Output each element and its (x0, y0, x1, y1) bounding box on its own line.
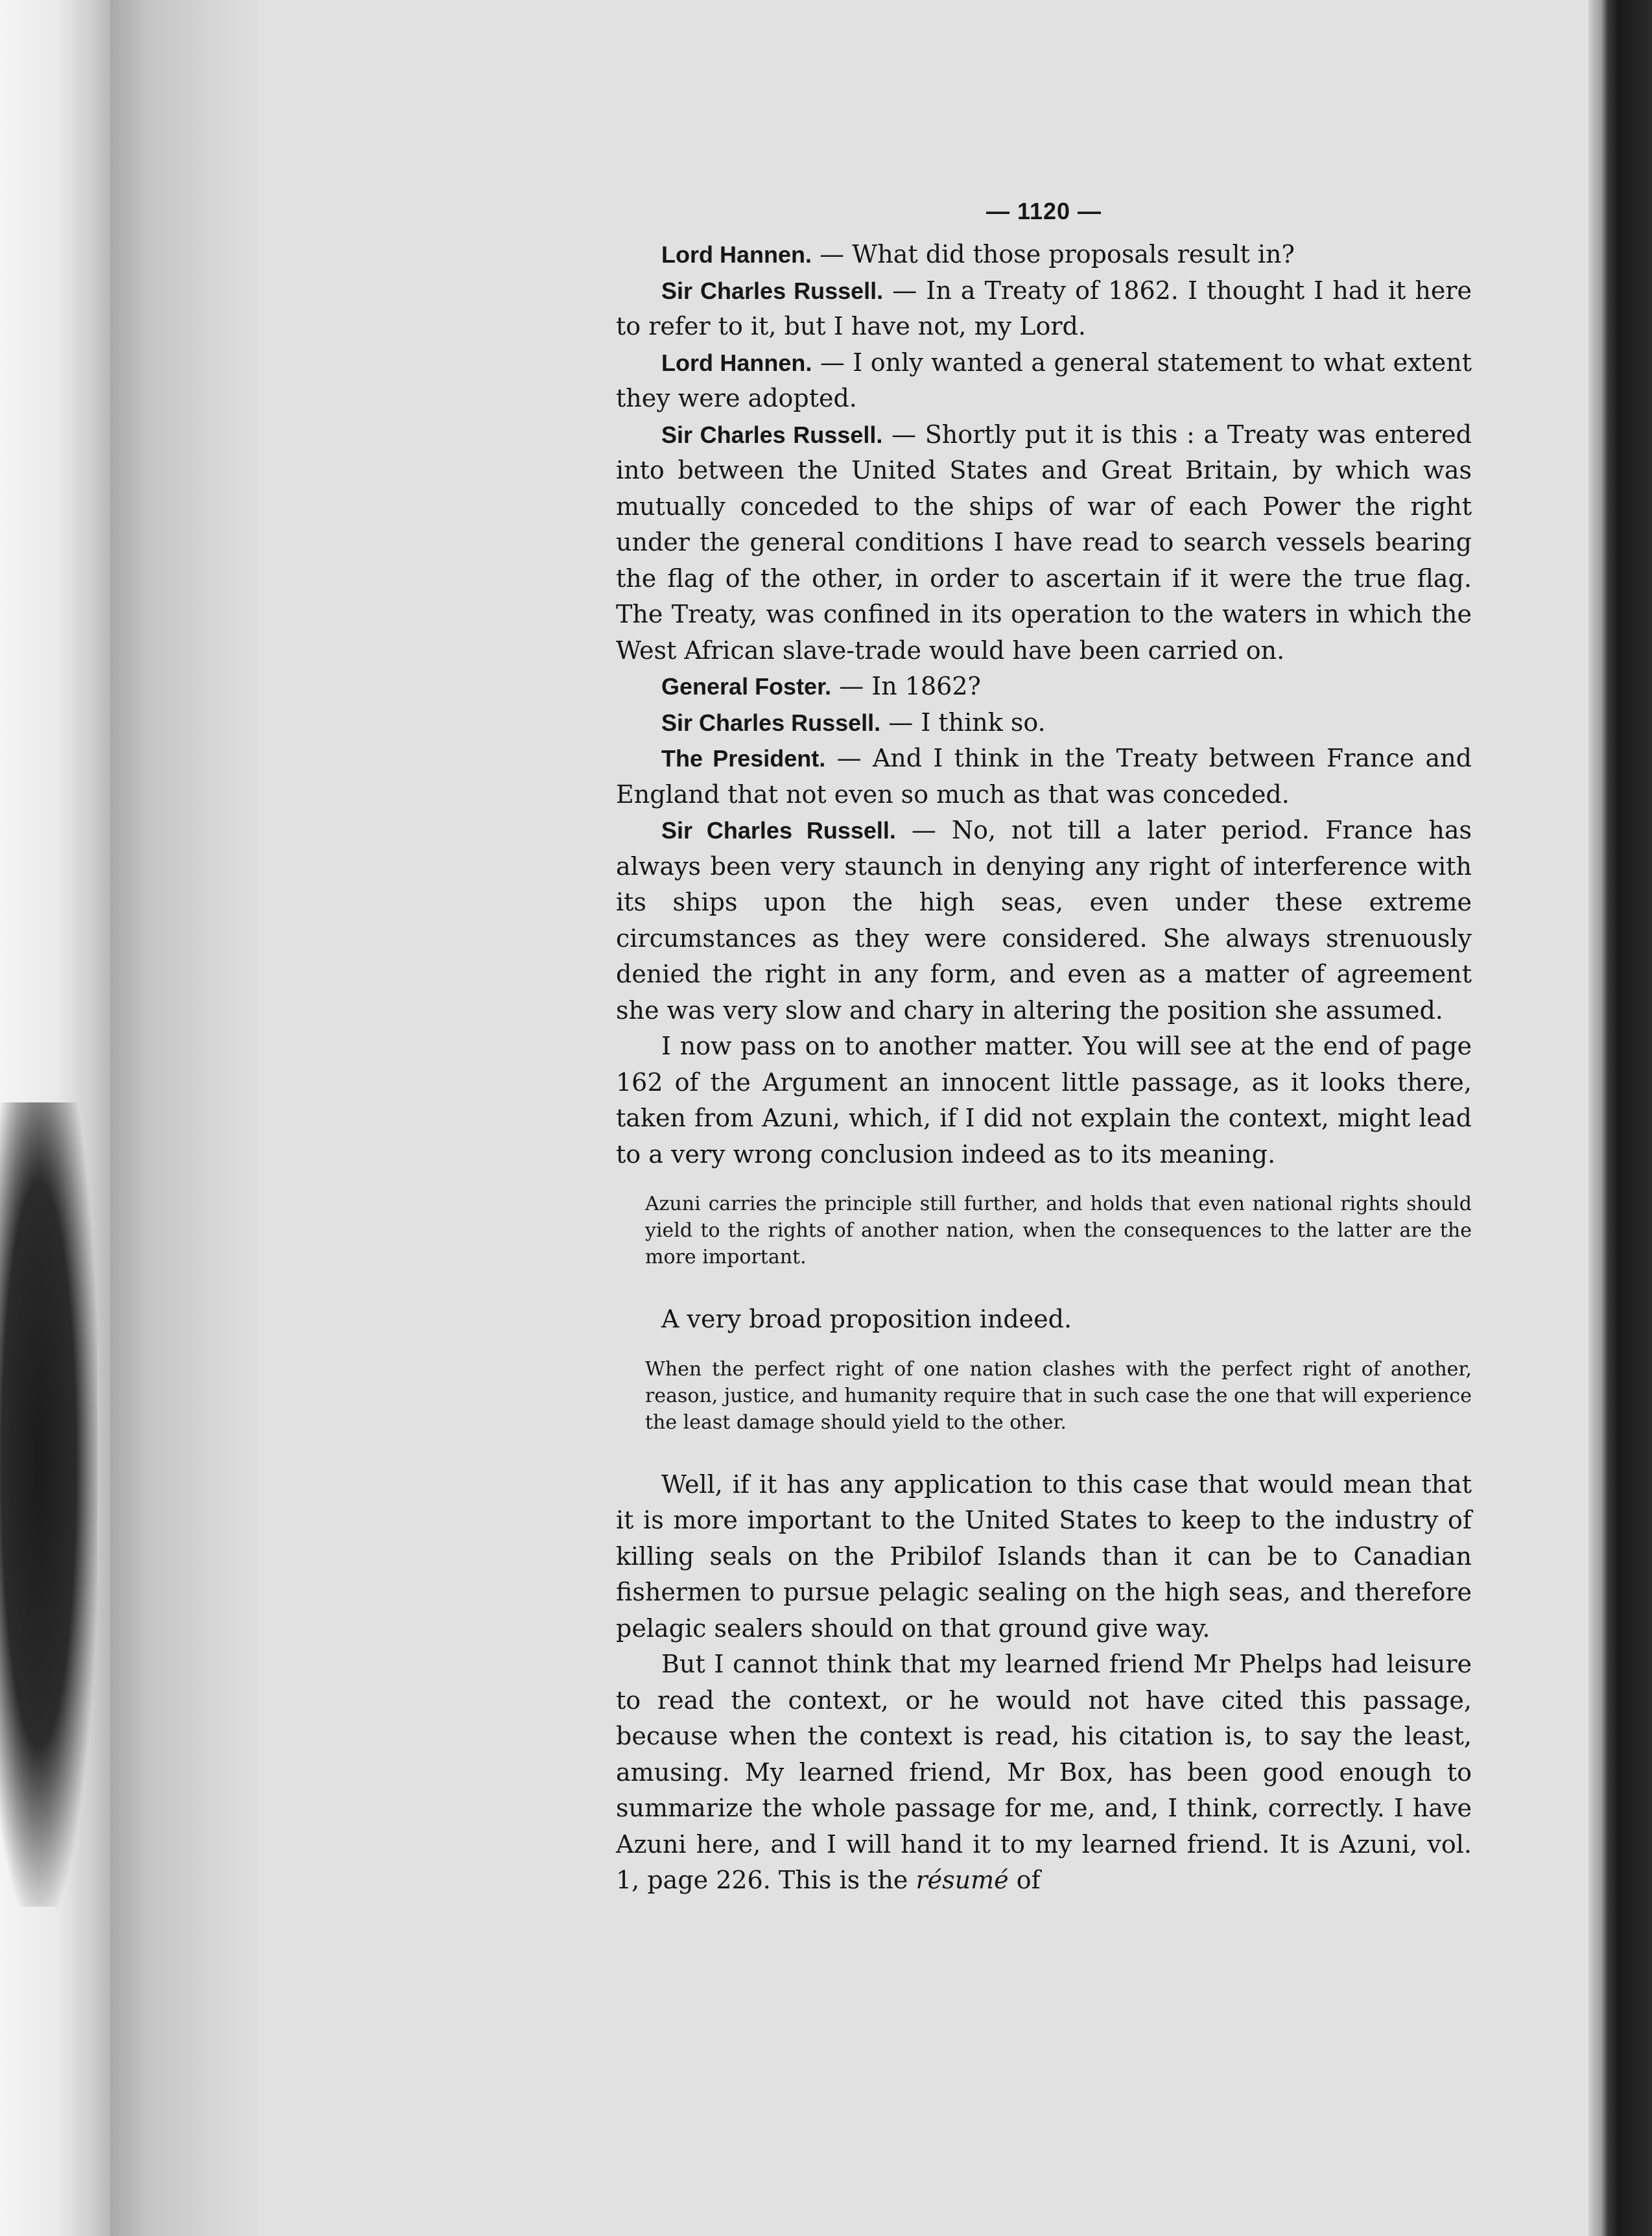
paragraph-text: — What did those proposals result in? (812, 240, 1295, 268)
paragraph (616, 1029, 1472, 1172)
speaker-name: Sir Charles Russell. (661, 709, 881, 736)
paragraph: Well, if it has any application to this case that would mean that it is more important to the United States to keep to the industry of killing seals on the Pribilof Islands than it can be to Canadian fishermen to pursue pelagic sealing on the high seas, and therefore pelagic sealers should on that ground give way. (616, 1469, 1472, 1643)
paragraph (616, 345, 1472, 417)
paragraph-text: of (1008, 1866, 1041, 1894)
page-number: — 1120 — (985, 198, 1102, 224)
scan-margin-right (1588, 0, 1652, 2236)
speaker-name: Lord Hannen. (661, 241, 812, 268)
paragraph-text: — Shortly put it is this : a Treaty was entered into between the United States and Great Britain, by which was mutually conceded to the ships of war of each Power the right under the general conditions I have read to search vessels bearing the flag of the other, in order to ascertain if it were the true flag. The Treaty, was confined in its operation to the waters in which the West African slave-trade would have been carried on. (616, 420, 1472, 665)
paragraph-text: — In a Treaty of 1862. I thought I had it here to refer to it, but I have not, my Lord. (616, 276, 1472, 340)
speaker-name: Sir Charles Russell. (661, 817, 896, 844)
paragraph-text: — No, not till a later period. France has always been very staunch in denying any right of interference with its ships upon the high seas, even under these extreme circumstances as they were considered. She always strenuously denied the right in any form, and even as a matter of agreement she was very slow and chary in altering the position she assumed. (616, 816, 1472, 1025)
speaker-name: The President. (661, 745, 826, 772)
block-quote: Azuni carries the principle still further, and holds that even national rights should yield to the rights of another nation, when the consequences to the latter are the more important. (645, 1193, 1472, 1268)
page-content (616, 198, 1472, 1899)
page-gutter (110, 0, 259, 2236)
paragraph (616, 1647, 1472, 1899)
paragraph (616, 705, 1472, 741)
scan-stain (0, 1102, 97, 1907)
paragraph (616, 669, 1472, 705)
paragraph (616, 741, 1472, 813)
paragraph (616, 237, 1472, 273)
speaker-name: Sir Charles Russell. (661, 421, 883, 448)
paragraph-text: — In 1862? (831, 672, 981, 700)
paragraph (616, 813, 1472, 1029)
paragraph-text: — I think so. (880, 708, 1046, 737)
speaker-name: Sir Charles Russell. (661, 277, 884, 304)
italic-word: résumé (915, 1866, 1009, 1894)
speaker-name: Lord Hannen. (661, 349, 812, 376)
paragraph (616, 273, 1472, 345)
block-quote: When the perfect right of one nation clashes with the perfect right of another, reason, justice, and humanity require that in such case the one that will experience the least damage should yield to the other. (645, 1357, 1472, 1434)
paragraph (616, 417, 1472, 669)
remark: A very broad proposition indeed. (661, 1305, 1072, 1333)
paragraph-text: — I only wanted a general statement to what extent they were adopted. (616, 348, 1472, 412)
paragraph-text: — And I think in the Treaty between France and England that not even so much as that was conceded. (616, 744, 1472, 809)
paragraph-text: But I cannot think that my learned friend Mr Phelps had leisure to read the context, or he would not have cited this passage, because when the context is read, his citation is, to say the least, amusing. My learned friend, Mr Box, has been good enough to summarize the whole passage for me, and, I think, correctly. I have Azuni here, and I will hand it to my learned friend. It is Azuni, vol. 1, page 226. This is the (616, 1650, 1472, 1894)
paragraph-text: I now pass on to another matter. You will see at the end of page 162 of the Argument an innocent little passage, as it looks there, taken from Azuni, which, if I did not explain the context, might lead to a very wrong conclusion indeed as to its meaning. (616, 1032, 1472, 1169)
speaker-name: General Foster. (661, 673, 832, 700)
